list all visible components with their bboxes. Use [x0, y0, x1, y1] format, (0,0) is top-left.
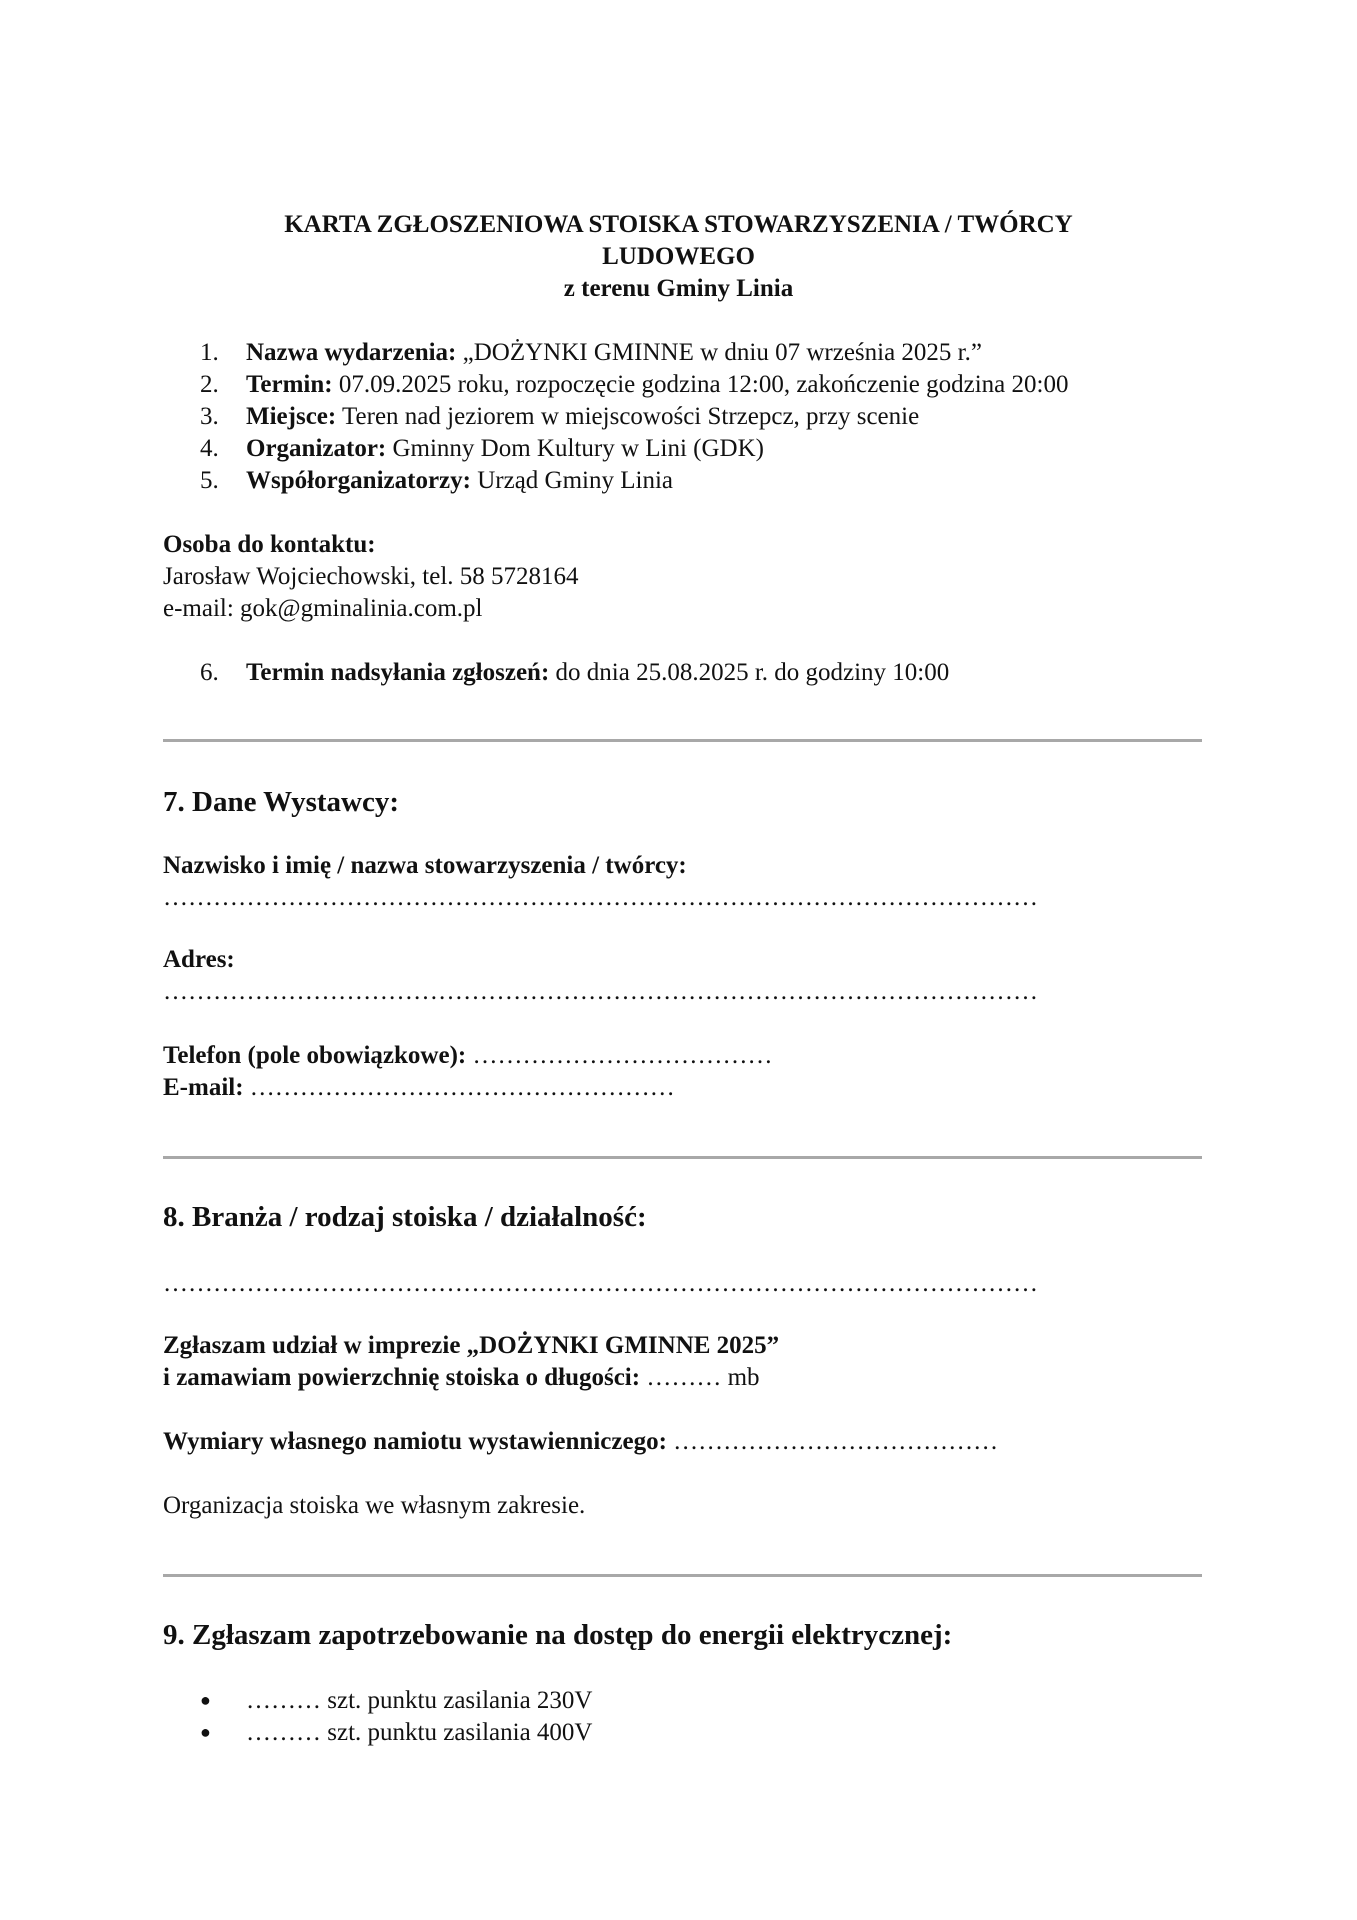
- info-label: Współorganizatorzy:: [246, 467, 471, 494]
- industry-field[interactable]: ……………………………………………………………………………………………: [163, 1270, 1038, 1297]
- info-value: do dnia 25.08.2025 r. do godziny 10:00: [549, 659, 950, 686]
- info-label: Termin nadsyłania zgłoszeń:: [246, 659, 550, 686]
- power-400v-item[interactable]: [200, 1716, 592, 1749]
- stand-length-row: [163, 1362, 760, 1394]
- email-label: E-mail:: [163, 1074, 244, 1101]
- info-item-event-name: [200, 337, 982, 369]
- stand-length-field[interactable]: ……… mb: [640, 1364, 760, 1391]
- section-divider: [163, 1156, 1202, 1159]
- info-value: Urząd Gminy Linia: [470, 467, 673, 494]
- info-value: Gminny Dom Kultury w Lini (GDK): [386, 435, 764, 462]
- tent-size-row: [163, 1426, 998, 1458]
- contact-email: e-mail: gok@gminalinia.com.pl: [163, 595, 483, 622]
- bullet-icon: ●: [200, 1722, 211, 1742]
- stand-length-label: i zamawiam powierzchnię stoiska o długości:: [163, 1364, 641, 1391]
- address-field[interactable]: ……………………………………………………………………………………………: [163, 978, 1038, 1005]
- stand-organization-note: Organizacja stoiska we własnym zakresie.: [163, 1492, 586, 1519]
- contact-heading: Osoba do kontaktu:: [163, 531, 376, 558]
- phone-row: [163, 1040, 772, 1072]
- address-label: Adres:: [163, 946, 235, 973]
- list-number: 5.: [200, 467, 219, 494]
- info-value: Teren nad jeziorem w miejscowości Strzepcz, przy scenie: [336, 403, 920, 430]
- tent-size-field[interactable]: …………………………………: [666, 1428, 999, 1455]
- bullet-icon: ●: [200, 1690, 211, 1710]
- info-value: 07.09.2025 roku, rozpoczęcie godzina 12:00, zakończenie godzina 20:00: [332, 371, 1069, 398]
- section-divider: [163, 739, 1202, 742]
- power-230v-item[interactable]: [200, 1684, 592, 1717]
- email-field[interactable]: ……………………………………………: [243, 1074, 675, 1101]
- form-subtitle: z terenu Gminy Linia: [563, 275, 794, 302]
- section-7-heading: 7. Dane Wystawcy:: [163, 786, 400, 818]
- participation-declaration: Zgłaszam udział w imprezie „DOŻYNKI GMINNE 2025”: [163, 1332, 780, 1359]
- list-number: 1.: [200, 339, 219, 366]
- email-row: [163, 1072, 675, 1104]
- info-label: Miejsce:: [246, 403, 337, 430]
- phone-label: Telefon (pole obowiązkowe):: [163, 1042, 467, 1069]
- form-title-continued: LUDOWEGO: [602, 243, 755, 270]
- list-number: 6.: [200, 659, 219, 686]
- exhibitor-name-label: Nazwisko i imię / nazwa stowarzyszenia / twórcy:: [163, 852, 687, 879]
- power-400v-text: ……… szt. punktu zasilania 400V: [246, 1719, 593, 1746]
- section-8-heading: 8. Branża / rodzaj stoiska / działalność:: [163, 1201, 647, 1233]
- phone-field[interactable]: ………………………………: [466, 1042, 773, 1069]
- info-label: Termin:: [246, 371, 333, 398]
- tent-size-label: Wymiary własnego namiotu wystawienniczego:: [163, 1428, 667, 1455]
- list-number: 2.: [200, 371, 219, 398]
- form-title: KARTA ZGŁOSZENIOWA STOISKA STOWARZYSZENIA / TWÓRCY: [284, 211, 1073, 238]
- info-item-organizer: [200, 433, 764, 465]
- info-item-date: [200, 369, 1068, 401]
- list-number: 3.: [200, 403, 219, 430]
- section-9-heading: 9. Zgłaszam zapotrzebowanie na dostęp do energii elektrycznej:: [163, 1619, 953, 1651]
- section-divider: [163, 1574, 1202, 1577]
- contact-person: Jarosław Wojciechowski, tel. 58 5728164: [163, 563, 579, 590]
- list-number: 4.: [200, 435, 219, 462]
- info-item-co-organizers: [200, 465, 673, 497]
- info-label: Nazwa wydarzenia:: [246, 339, 457, 366]
- info-item-place: [200, 401, 919, 433]
- exhibitor-name-field[interactable]: ……………………………………………………………………………………………: [163, 884, 1038, 911]
- power-230v-text: ……… szt. punktu zasilania 230V: [246, 1687, 593, 1714]
- info-item-deadline: [200, 657, 949, 689]
- info-label: Organizator:: [246, 435, 387, 462]
- info-value: „DOŻYNKI GMINNE w dniu 07 września 2025 r.”: [456, 339, 982, 366]
